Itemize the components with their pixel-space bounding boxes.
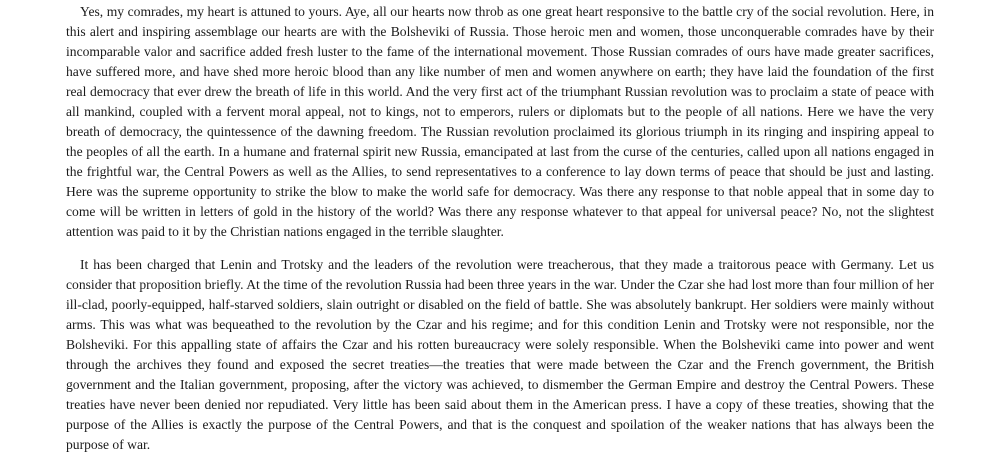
paragraph-1: Yes, my comrades, my heart is attuned to yours. Aye, all our hearts now throb as one great heart responsive to the battle cry of the social revolution. Here, in this alert and inspiring assemblage our hearts are with the Bolsheviki of Russia. Those heroic men and women, those unconquerable comrades have by their incomparable valor and sacrifice added fresh luster to the fame of the international movement. Those Russian comrades of ours have made greater sacrifices, have suffered more, and have shed more heroic blood than any like number of men and women anywhere on earth; they have laid the foundation of the first real democracy that ever drew the breath of life in this world. And the very first act of the triumphant Russian revolution was to proclaim a state of peace with all mankind, coupled with a fervent moral appeal, not to kings, not to emperors, rulers or diplomats but to the people of all nations. Here we have the very breath of democracy, the quintessence of the dawning freedom. The Russian revolution proclaimed its glorious triumph in its ringing and inspiring appeal to the peoples of all the earth. In a humane and fraternal spirit new Russia, emancipated at last from the curse of the centuries, called upon all nations engaged in the frightful war, the Central Powers as well as the Allies, to send representatives to a conference to lay down terms of peace that should be just and lasting. Here was the supreme opportunity to strike the blow to make the world safe for democracy. Was there any response to that noble appeal that in some day to come will be written in letters of gold in the history of the world? Was there any response whatever to that appeal for universal peace? No, not the slightest attention was paid to it by the Christian nations engaged in the terrible slaughter. — [66, 4, 934, 239]
paragraph-2: It has been charged that Lenin and Trotsky and the leaders of the revolution were treacherous, that they made a traitorous peace with Germany. Let us consider that proposition briefly. At the time of the revolution Russia had been three years in the war. Under the Czar she had lost more than four million of her ill-clad, poorly-equipped, half-starved soldiers, slain outright or disabled on the field of battle. She was absolutely bankrupt. Her soldiers were mainly without arms. This was what was bequeathed to the revolution by the Czar and his regime; and for this condition Lenin and Trotsky were not responsible, nor the Bolsheviki. For this appalling state of affairs the Czar and his rotten bureaucracy were solely responsible. When the Bolsheviki came into power and went through the archives they found and exposed the secret treaties—the treaties that were made between the Czar and the French government, the British government and the Italian government, proposing, after the victory was achieved, to dismember the German Empire and destroy the Central Powers. These treaties have never been denied nor repudiated. Very little has been said about them in the American press. I have a copy of these treaties, showing that the purpose of the Allies is exactly the purpose of the Central Powers, and that is the conquest and spoilation of the weaker nations that has always been the purpose of war. — [66, 257, 934, 452]
document-body — [66, 2, 934, 455]
